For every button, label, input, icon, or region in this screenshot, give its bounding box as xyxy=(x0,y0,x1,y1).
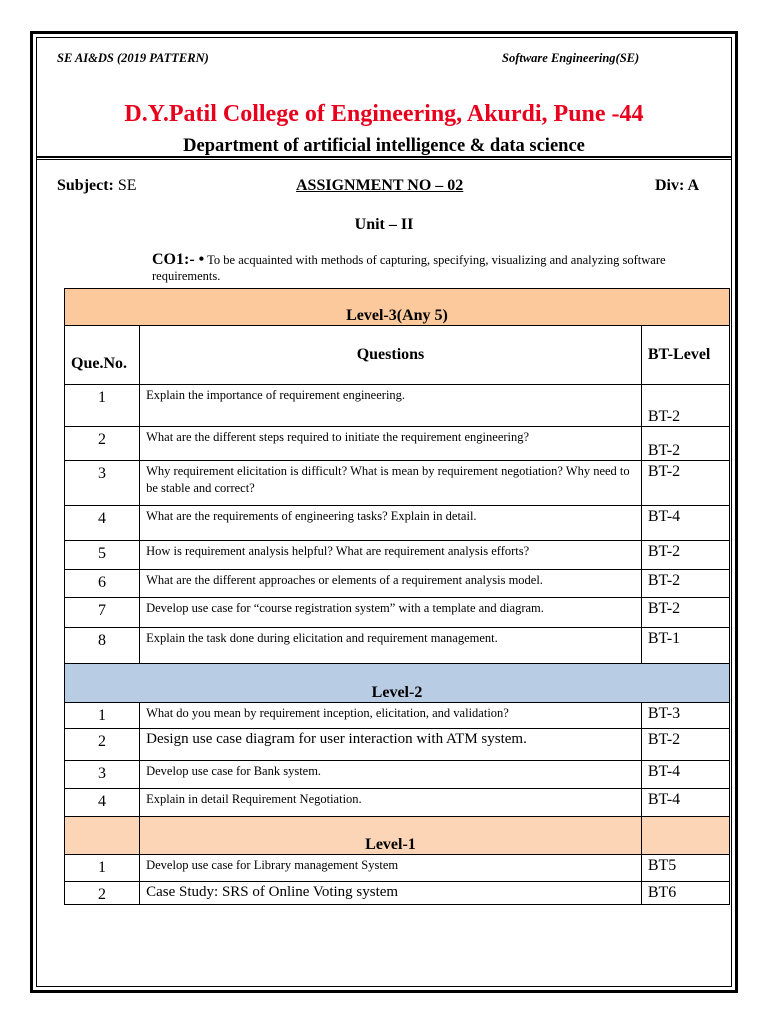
question-number: 2 xyxy=(65,729,140,761)
question-text: What do you mean by requirement inception, elicitation, and validation? xyxy=(140,703,642,729)
table-row xyxy=(65,385,730,427)
course-outcome xyxy=(152,252,727,284)
question-text: Develop use case for “course registration system” with a template and diagram. xyxy=(140,598,642,628)
level-1-header xyxy=(65,817,730,855)
question-text: What are the different steps required to initiate the requirement engineering? xyxy=(140,427,642,461)
question-text: Develop use case for Library management System xyxy=(140,855,642,882)
question-number: 5 xyxy=(65,541,140,570)
col-header-bt-level: BT-Level xyxy=(641,326,729,385)
table-row xyxy=(65,598,730,628)
header-divider-thin xyxy=(37,159,731,160)
bt-level: BT-4 xyxy=(641,761,729,789)
question-text: Develop use case for Bank system. xyxy=(140,761,642,789)
bt-level: BT-3 xyxy=(641,703,729,729)
header-course-pattern: SE AI&DS (2019 PATTERN) xyxy=(57,51,209,65)
table-row xyxy=(65,789,730,817)
bt-level: BT-2 xyxy=(641,598,729,628)
assignment-title: ASSIGNMENT NO – 02 xyxy=(296,177,464,194)
bt-level: BT-2 xyxy=(641,427,729,461)
level-1-header-blank xyxy=(65,817,140,855)
header-divider xyxy=(37,156,731,158)
column-header-row xyxy=(65,326,730,385)
division-label: Div: A xyxy=(655,177,699,194)
table-row xyxy=(65,461,730,506)
level-1-header-blank xyxy=(641,817,729,855)
bt-level: BT-4 xyxy=(641,789,729,817)
question-number: 7 xyxy=(65,598,140,628)
question-number: 8 xyxy=(65,628,140,664)
bt-level: BT6 xyxy=(641,882,729,905)
question-text: How is requirement analysis helpful? What are requirement analysis efforts? xyxy=(140,541,642,570)
question-number: 1 xyxy=(65,703,140,729)
question-number: 6 xyxy=(65,570,140,598)
question-text: Design use case diagram for user interaction with ATM system. xyxy=(140,729,642,761)
question-number: 1 xyxy=(65,385,140,427)
question-text: What are the requirements of engineering tasks? Explain in detail. xyxy=(140,506,642,541)
question-number: 4 xyxy=(65,506,140,541)
table-row xyxy=(65,761,730,789)
co-label: CO1:- • xyxy=(152,251,205,268)
question-number: 1 xyxy=(65,855,140,882)
header-subject-name: Software Engineering(SE) xyxy=(502,51,640,65)
bt-level: BT-2 xyxy=(641,570,729,598)
question-number: 4 xyxy=(65,789,140,817)
table-row xyxy=(65,882,730,905)
table-row xyxy=(65,570,730,598)
bt-level: BT-1 xyxy=(641,628,729,664)
question-text: What are the different approaches or elements of a requirement analysis model. xyxy=(140,570,642,598)
subject-line xyxy=(57,177,137,195)
table-row xyxy=(65,427,730,461)
bt-level: BT5 xyxy=(641,855,729,882)
unit-title: Unit – II xyxy=(354,216,414,233)
co-text: To be acquainted with methods of capturing, specifying, visualizing and analyzing software requirements. xyxy=(152,253,666,283)
level-2-header xyxy=(65,664,730,703)
college-title: D.Y.Patil College of Engineering, Akurdi, Pune -44 xyxy=(124,101,644,127)
table-row xyxy=(65,729,730,761)
question-text: Case Study: SRS of Online Voting system xyxy=(140,882,642,905)
question-number: 2 xyxy=(65,427,140,461)
table-row xyxy=(65,703,730,729)
table-row xyxy=(65,628,730,664)
col-header-questions: Questions xyxy=(140,326,642,385)
bt-level: BT-2 xyxy=(641,461,729,506)
question-text: Explain in detail Requirement Negotiation. xyxy=(140,789,642,817)
question-number: 3 xyxy=(65,761,140,789)
level-3-header-title: Level-3(Any 5) xyxy=(65,289,730,326)
bt-level: BT-2 xyxy=(641,541,729,570)
level-3-header xyxy=(65,289,730,326)
subject-value: SE xyxy=(113,177,137,194)
bt-level: BT-4 xyxy=(641,506,729,541)
department-title: Department of artificial intelligence & data science xyxy=(183,136,585,156)
table-row xyxy=(65,541,730,570)
level-1-header-title: Level-1 xyxy=(140,817,642,855)
bt-level: BT-2 xyxy=(641,385,729,427)
questions-table xyxy=(64,288,730,905)
question-number: 3 xyxy=(65,461,140,506)
subject-label: Subject: xyxy=(57,177,114,194)
table-row xyxy=(65,855,730,882)
question-number: 2 xyxy=(65,882,140,905)
col-header-que-no: Que.No. xyxy=(65,326,140,385)
level-2-header-title: Level-2 xyxy=(65,664,730,703)
question-text: Why requirement elicitation is difficult? What is mean by requirement negotiation? Why need to be stable and correct? xyxy=(140,461,642,506)
question-text: Explain the task done during elicitation and requirement management. xyxy=(140,628,642,664)
bt-level: BT-2 xyxy=(641,729,729,761)
table-row xyxy=(65,506,730,541)
question-text: Explain the importance of requirement engineering. xyxy=(140,385,642,427)
